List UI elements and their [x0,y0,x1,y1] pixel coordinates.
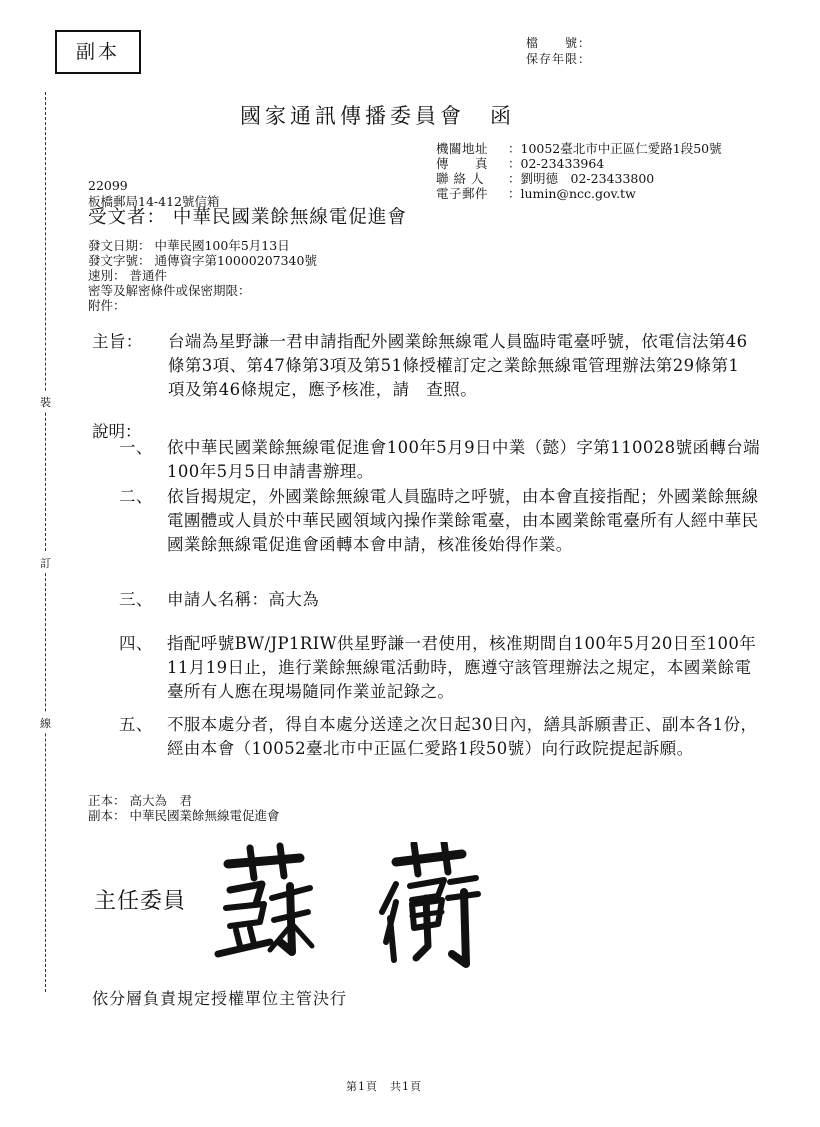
item-number: 四、 [119,634,153,653]
signature-text [200,842,490,972]
security-level: 密等及解密條件或保密期限： [88,283,251,298]
binding-mark-ding: 訂 [40,553,51,573]
binding-mark-xian: 線 [40,713,51,733]
retention-period-label: 保存年限： [526,52,592,66]
recipient: 受文者： 中華民國業餘無線電促進會 [88,207,407,228]
postal-code: 22099 [88,178,128,193]
subject-text: 台端為星野謙一君申請指配外國業餘無線電人員臨時電臺呼號，依電信法第46條第3項、第47條第3項及第51條授權訂定之業餘無線電管理辦法第29條第1項及第46條規定，應予核准，請 查照。 [168,332,748,399]
subject-label: 主旨： [92,332,143,351]
issue-number: 發文字號： 通傳資字第10000207340號 [88,253,317,268]
copy-recipient: 副本： 中華民國業餘無線電促進會 [88,808,280,823]
page-number: 第1頁 共1頁 [346,1080,422,1093]
sender-email [436,186,636,201]
binding-mark-zhuang: 裝 [40,392,51,412]
item-number: 一、 [119,438,153,457]
item-text: 申請人名稱：高大為 [167,590,320,609]
item-number: 二、 [119,487,153,506]
sender-fax [436,156,604,171]
item-text: 指配呼號BW/JP1RIW供星野謙一君使用，核准期間自100年5月20日至100年11月19日止，進行業餘無線電活動時，應遵守該管理辦法之規定，本國業餘電臺所有人應在現場隨同作業並記錄之。 [167,634,757,701]
sender-email-value: ：lumin@ncc.gov.tw [508,186,636,201]
original-recipient: 正本： 高大為 君 [88,793,192,808]
document-title: 國家通訊傳播委員會 函 [240,104,515,128]
delegation-note: 依分層負責規定授權單位主管決行 [92,989,348,1008]
item-number: 五、 [119,715,153,734]
item-number: 三、 [119,590,153,609]
sender-fax-label: 傳 真 [436,156,489,171]
delivery-speed: 速別： 普通件 [88,268,167,283]
sender-address-label: 機關地址 [436,141,489,156]
explanation-label: 說明： [92,422,142,441]
sender-address [436,141,722,156]
sender-address-value: ：10052臺北市中正區仁愛路1段50號 [508,141,722,156]
chairman-title: 主任委員 [94,889,187,914]
issue-date: 發文日期： 中華民國100年5月13日 [88,238,290,253]
item-text: 依旨揭規定，外國業餘無線電人員臨時之呼號，由本會直接指配；外國業餘無線電團體或人員於中華民國領域內操作業餘電臺，由本國業餘電臺所有人經中華民國業餘無線電促進會函轉本會申請，核准後始得作業。 [167,487,759,554]
sender-email-label: 電子郵件 [436,186,489,201]
sender-contact-value: ：劉明德 02-23433800 [508,171,655,186]
mailbox: 板橋郵局14-412號信箱 [88,194,220,209]
copy-stamp: 副本 [55,30,141,74]
sender-fax-value: ：02-23433964 [508,156,605,171]
binding-line [45,92,46,992]
file-number-label: 檔 號： [526,36,592,50]
item-text: 依中華民國業餘無線電促進會100年5月9日中業（懿）字第110028號函轉台端100年5月5日申請書辦理。 [167,438,761,481]
sender-contact [436,171,654,186]
attachments: 附件： [88,298,126,313]
sender-contact-label: 聯 絡 人 [436,171,484,186]
item-text: 不服本處分者，得自本處分送達之次日起30日內，繕具訴願書正、副本各1份，經由本會（10052臺北市中正區仁愛路1段50號）向行政院提起訴願。 [167,715,758,758]
